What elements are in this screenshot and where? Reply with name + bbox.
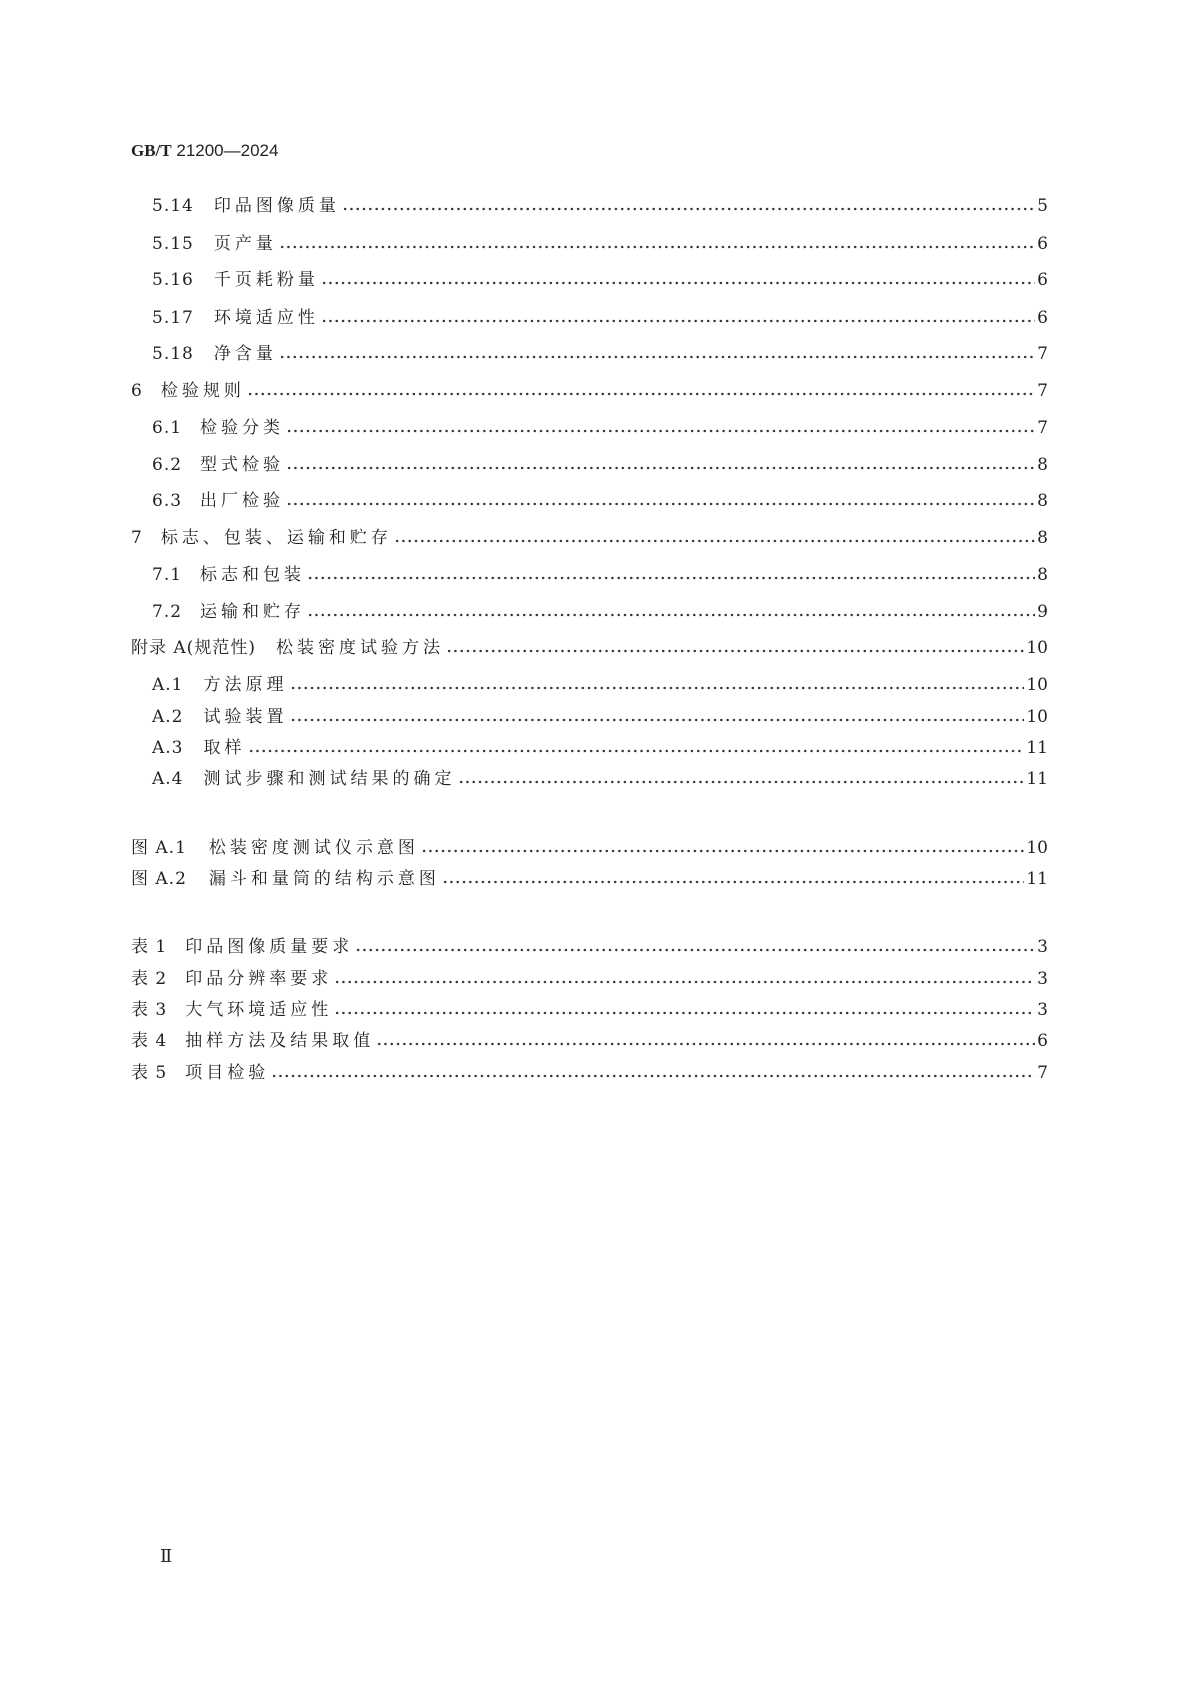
entry-title: 印品图像质量 — [213, 196, 340, 216]
toc-entry[interactable] — [152, 489, 1048, 513]
entry-title: 出厂检验 — [200, 491, 285, 511]
entry-page: 8 — [1037, 565, 1048, 585]
toc-entry[interactable] — [152, 673, 1048, 697]
entry-page: 10 — [1026, 638, 1048, 658]
entry-title: 项目检验 — [185, 1063, 270, 1083]
entry-page: 5 — [1037, 196, 1048, 216]
dot-leader — [279, 355, 1035, 359]
entry-page: 11 — [1026, 769, 1048, 789]
toc-entry[interactable] — [152, 736, 1048, 760]
toc-entry[interactable] — [152, 306, 1048, 330]
entry-page: 10 — [1026, 707, 1048, 727]
entry-number: 表 5 — [131, 1063, 168, 1083]
entry-number: 附录 A(规范性) — [131, 638, 256, 658]
entry-number: 5.16 — [152, 270, 194, 290]
entry-number: 7 — [131, 528, 143, 548]
entry-title: 检验分类 — [200, 418, 285, 438]
toc-entry[interactable] — [131, 636, 1048, 660]
entry-number: 6.1 — [152, 418, 183, 438]
toc-entry[interactable] — [152, 453, 1048, 477]
dot-leader — [321, 281, 1035, 285]
entry-title: 检验规则 — [160, 381, 245, 401]
dot-leader — [290, 686, 1025, 690]
toc-entry[interactable] — [131, 379, 1048, 403]
entry-page: 7 — [1037, 344, 1048, 364]
entry-page: 3 — [1037, 969, 1048, 989]
toc-entry[interactable] — [152, 563, 1048, 587]
toc-entry[interactable] — [152, 232, 1048, 256]
entry-number: 7.2 — [152, 602, 183, 622]
entry-title: 标志、包装、运输和贮存 — [160, 528, 392, 548]
entry-page: 9 — [1037, 602, 1048, 622]
figure-entry[interactable] — [131, 867, 1048, 891]
entry-page: 7 — [1037, 1063, 1048, 1083]
entry-title: 印品图像质量要求 — [185, 937, 354, 957]
table-entry[interactable] — [131, 935, 1048, 959]
entry-number: 表 2 — [131, 969, 168, 989]
dot-leader — [307, 576, 1035, 580]
entry-page: 3 — [1037, 937, 1048, 957]
toc-entry[interactable] — [152, 268, 1048, 292]
entry-number: 6 — [131, 381, 143, 401]
entry-number: 6.2 — [152, 455, 183, 475]
dot-leader — [342, 207, 1035, 211]
entry-number: A.2 — [152, 707, 184, 727]
entry-title: 千页耗粉量 — [213, 270, 319, 290]
entry-title: 大气环境适应性 — [185, 1000, 333, 1020]
table-entry[interactable] — [131, 1061, 1048, 1085]
entry-title: 松装密度测试仪示意图 — [208, 838, 419, 858]
entry-number: 表 4 — [131, 1031, 168, 1051]
entry-number: A.3 — [152, 738, 184, 758]
entry-title: 试验装置 — [203, 707, 288, 727]
entry-title: 测试步骤和测试结果的确定 — [203, 769, 456, 789]
dot-leader — [286, 429, 1035, 433]
entry-page: 6 — [1037, 1031, 1048, 1051]
dot-leader — [248, 749, 1025, 753]
dot-leader — [394, 539, 1035, 543]
table-entry[interactable] — [131, 998, 1048, 1022]
standard-code: 21200—2024 — [176, 141, 279, 160]
entry-title: 运输和贮存 — [200, 602, 306, 622]
entry-number: 6.3 — [152, 491, 183, 511]
document-header — [131, 141, 278, 161]
entry-page: 6 — [1037, 270, 1048, 290]
dot-leader — [247, 392, 1035, 396]
dot-leader — [279, 245, 1035, 249]
toc-entry[interactable] — [152, 194, 1048, 218]
entry-number: 5.18 — [152, 344, 194, 364]
entry-number: 表 1 — [131, 937, 168, 957]
entry-title: 漏斗和量筒的结构示意图 — [208, 869, 440, 889]
entry-title: 页产量 — [213, 234, 277, 254]
dot-leader — [442, 880, 1024, 884]
entry-page: 7 — [1037, 418, 1048, 438]
entry-number: A.4 — [152, 769, 184, 789]
toc-entry[interactable] — [152, 767, 1048, 791]
dot-leader — [321, 319, 1035, 323]
toc-entry[interactable] — [152, 342, 1048, 366]
entry-page: 6 — [1037, 308, 1048, 328]
dot-leader — [334, 980, 1035, 984]
dot-leader — [290, 718, 1025, 722]
entry-title: 取样 — [203, 738, 246, 758]
dot-leader — [334, 1011, 1035, 1015]
entry-number: 图 A.2 — [131, 869, 187, 889]
entry-title: 净含量 — [213, 344, 277, 364]
entry-page: 8 — [1037, 491, 1048, 511]
entry-number: 5.17 — [152, 308, 194, 328]
entry-number: A.1 — [152, 675, 184, 695]
toc-entry[interactable] — [152, 705, 1048, 729]
entry-title: 环境适应性 — [213, 308, 319, 328]
dot-leader — [446, 649, 1024, 653]
dot-leader — [271, 1074, 1035, 1078]
entry-number: 5.15 — [152, 234, 194, 254]
entry-title: 标志和包装 — [200, 565, 306, 585]
entry-page: 10 — [1026, 675, 1048, 695]
table-entry[interactable] — [131, 967, 1048, 991]
entry-title: 抽样方法及结果取值 — [185, 1031, 375, 1051]
entry-title: 方法原理 — [203, 675, 288, 695]
dot-leader — [286, 502, 1035, 506]
entry-page: 10 — [1026, 838, 1048, 858]
dot-leader — [458, 780, 1025, 784]
entry-page: 11 — [1026, 869, 1048, 889]
entry-page: 11 — [1026, 738, 1048, 758]
toc-entry[interactable] — [131, 526, 1048, 550]
entry-number: 5.14 — [152, 196, 194, 216]
toc-entry[interactable] — [152, 416, 1048, 440]
dot-leader — [421, 849, 1024, 853]
entry-page: 3 — [1037, 1000, 1048, 1020]
dot-leader — [355, 948, 1035, 952]
standard-prefix: GB/T — [131, 141, 172, 160]
entry-title: 印品分辨率要求 — [185, 969, 333, 989]
dot-leader — [376, 1042, 1035, 1046]
entry-number: 图 A.1 — [131, 838, 187, 858]
entry-title: 型式检验 — [200, 455, 285, 475]
entry-page: 8 — [1037, 528, 1048, 548]
entry-title: 松装密度试验方法 — [275, 638, 444, 658]
entry-page: 8 — [1037, 455, 1048, 475]
table-entry[interactable] — [131, 1029, 1048, 1053]
figure-entry[interactable] — [131, 836, 1048, 860]
entry-number: 7.1 — [152, 565, 183, 585]
dot-leader — [286, 466, 1035, 470]
toc-entry[interactable] — [152, 600, 1048, 624]
page-number: Ⅱ — [160, 1546, 173, 1567]
entry-page: 7 — [1037, 381, 1048, 401]
entry-page: 6 — [1037, 234, 1048, 254]
dot-leader — [307, 613, 1035, 617]
entry-number: 表 3 — [131, 1000, 168, 1020]
